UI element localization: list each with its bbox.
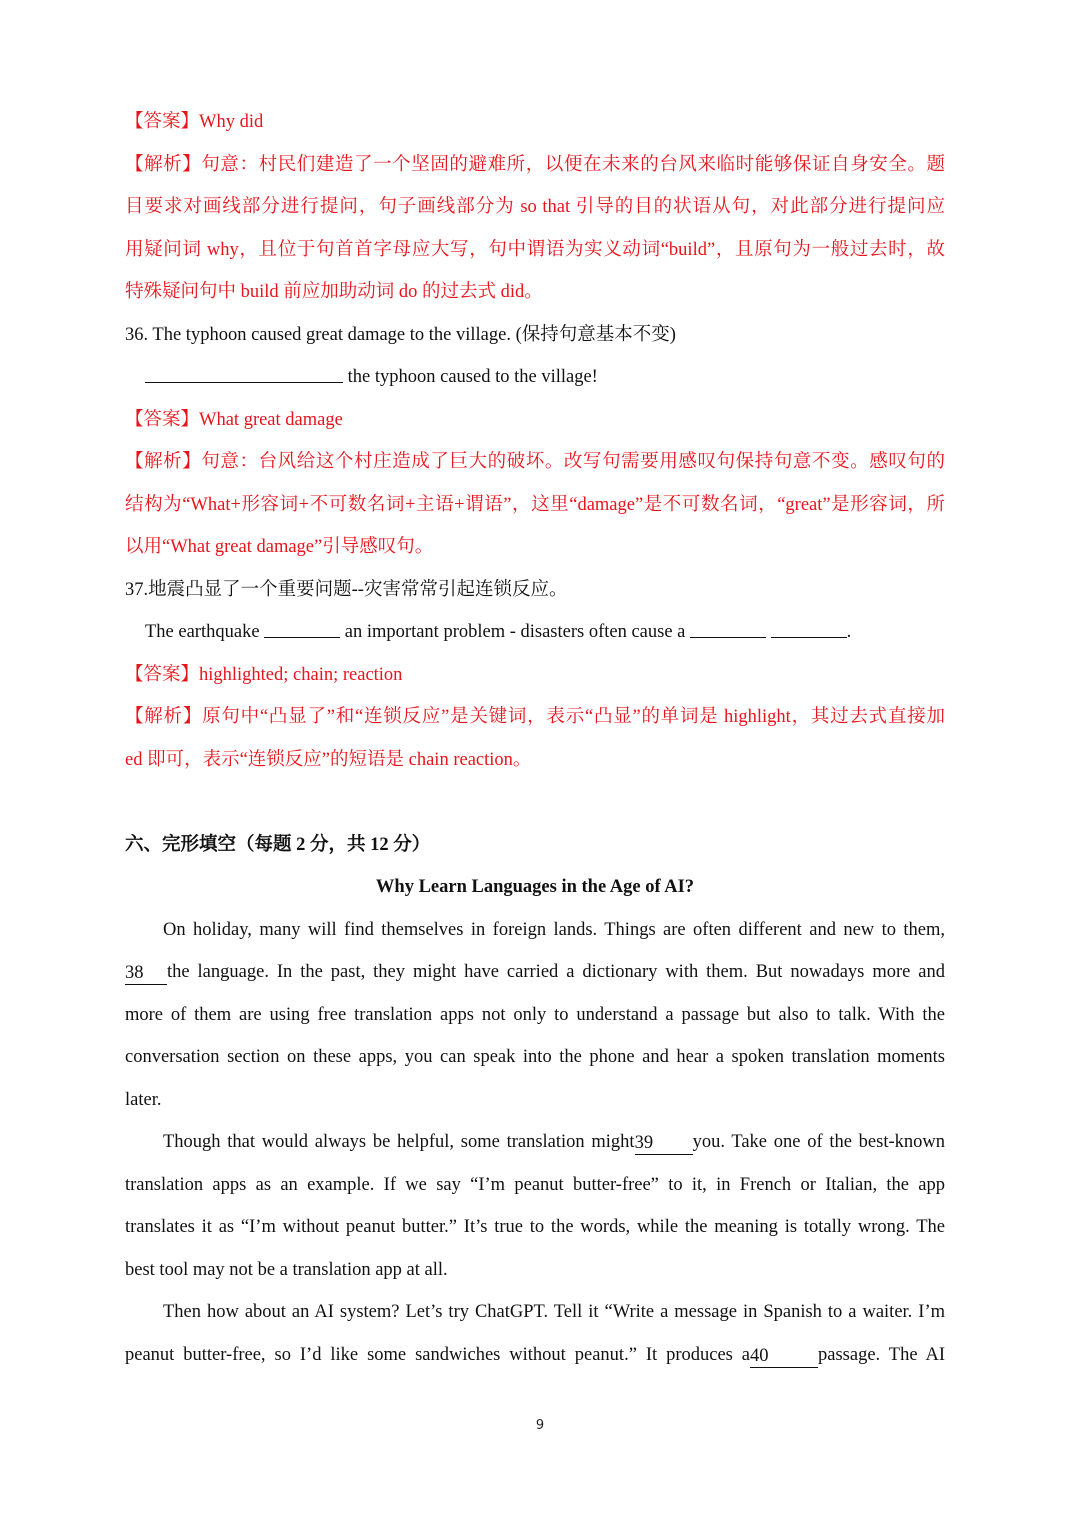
passage-p1-line — [125, 951, 945, 994]
passage-p3-line: Then how about an AI system? Let’s try ChatGPT. Tell it “Write a message in Spanish to a waiter. I’m — [163, 1302, 945, 1322]
q36-answer: 【答案】What great damage — [125, 409, 343, 430]
q36-analysis-line: 结构为“What+形容词+不可数名词+主语+谓语”，这里“damage”是不可数名词，“great”是形容词，所 — [125, 494, 945, 515]
passage-p2-line: best tool may not be a translation app at all. — [125, 1259, 448, 1280]
q37-blank — [771, 615, 847, 638]
q37-fill-line — [125, 611, 945, 654]
q37-analysis-line: ed 即可，表示“连锁反应”的短语是 chain reaction。 — [125, 749, 532, 770]
blank-39: 39 — [635, 1132, 693, 1155]
passage-text: Though that would always be helpful, some translation might — [163, 1132, 635, 1152]
q36-analysis-line: 【解析】句意：台风给这个村庄造成了巨大的破坏。改写句需要用感叹句保持句意不变。感叹句的 — [125, 452, 945, 472]
passage-text: you. Take one of the best-known — [692, 1132, 945, 1152]
q37-fill-text: The earthquake — [145, 622, 265, 642]
page-number: 9 — [535, 1418, 545, 1433]
passage-p1-line: later. — [125, 1089, 162, 1110]
q35-answer: 【答案】Why did — [125, 112, 264, 132]
q35-analysis-line: 目要求对画线部分进行提问，句子画线部分为 so that 引导的目的状语从句，对此部分进行提问应 — [125, 197, 945, 217]
q37-question: 37.地震凸显了一个重要问题--灾害常常引起连锁反应。 — [125, 579, 568, 600]
q36-fill-text: the typhoon caused to the village! — [343, 367, 598, 387]
passage-text: peanut butter-free, so I’d like some sandwiches without peanut.” It produces a — [125, 1344, 751, 1365]
q37-fill-text: . — [846, 622, 852, 642]
passage-p2-line — [125, 1121, 945, 1164]
spacer — [125, 781, 945, 824]
blank-40: 40 — [750, 1345, 818, 1368]
q36-fill-line — [125, 356, 945, 399]
q36-analysis-line: 以用“What great damage”引导感叹句。 — [125, 537, 434, 557]
passage-p1-line: more of them are using free translation apps not only to understand a passage but also to talk. With the — [125, 1004, 945, 1025]
q37-blank — [264, 615, 340, 638]
q37-answer: 【答案】highlighted; chain; reaction — [125, 664, 403, 685]
blank-38: 38 — [125, 962, 167, 985]
q35-analysis-line: 【解析】句意：村民们建造了一个坚固的避难所，以便在未来的台风来临时能够保证自身安全。题 — [125, 154, 945, 175]
page-content — [125, 101, 945, 1376]
passage-text: the language. In the past, they might have carried a dictionary with them. But nowadays more and — [167, 962, 945, 982]
section-heading: 六、完形填空（每题 2 分，共 12 分） — [125, 834, 431, 855]
q37-blank — [690, 615, 766, 638]
passage-p2-line: translates it as “I’m without peanut butter.” It’s true to the words, while the meaning is totally wrong. The — [125, 1217, 945, 1237]
q35-analysis-line: 用疑问词 why，且位于句首首字母应大写，句中谓语为实义动词“build”，且原句为一般过去时，故 — [125, 239, 945, 260]
q37-analysis-line: 【解析】原句中“凸显了”和“连锁反应”是关键词，表示“凸显”的单词是 highlight，其过去式直接加 — [125, 707, 945, 727]
passage-p3-line — [125, 1334, 945, 1377]
q36-blank — [145, 360, 343, 383]
passage-p1-line: On holiday, many will find themselves in foreign lands. Things are often different and new to them, — [163, 919, 945, 940]
passage-p1-line: conversation section on these apps, you can speak into the phone and hear a spoken translation moments — [125, 1047, 945, 1067]
passage-p2-line: translation apps as an example. If we say “I’m peanut butter-free” to it, in French or Italian, the app — [125, 1174, 945, 1195]
q37-fill-text: an important problem - disasters often cause a — [340, 622, 691, 642]
passage-title: Why Learn Languages in the Age of AI? — [375, 877, 695, 897]
q35-analysis-line: 特殊疑问句中 build 前应加助动词 do 的过去式 did。 — [125, 282, 543, 302]
q36-question: 36. The typhoon caused great damage to the village. (保持句意基本不变) — [125, 324, 676, 345]
passage-text: passage. The AI — [818, 1344, 945, 1365]
